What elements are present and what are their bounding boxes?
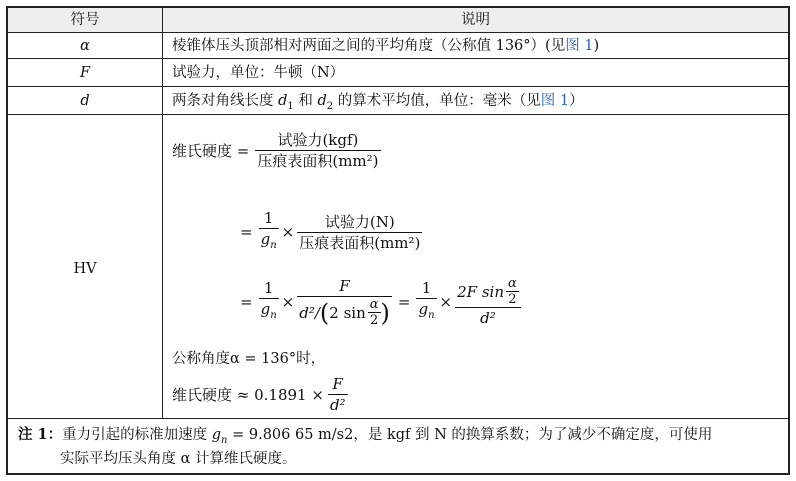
eq1-denominator: 压痕表面积(mm²) (257, 152, 379, 170)
left-paren: ( (319, 298, 330, 327)
eq3-times-2: × (439, 293, 453, 311)
desc-alpha (172, 35, 599, 57)
eq3-alpha-half (368, 297, 381, 328)
header-symbol-label: 符号 (70, 12, 100, 28)
eq2-g: g (260, 230, 271, 248)
d2-var: d (317, 93, 327, 109)
d1-var: d (278, 93, 288, 109)
desc-d-text: 两条对角线长度 (172, 93, 279, 109)
eq3-two-sin: 2 sin (329, 303, 366, 322)
desc-d-tail: 的算术平均值，单位：毫米（见 (333, 93, 541, 109)
symbol-HV-text: HV (73, 261, 97, 277)
eq3-g-sub: n (270, 310, 277, 321)
desc-alpha-close: ) (593, 38, 600, 54)
eq1-fraction (255, 130, 380, 171)
eq2-fraction (297, 212, 422, 253)
eq2-numerator: 试验力(N) (324, 212, 395, 231)
equation-1 (172, 130, 381, 171)
symbol-F-text: F (79, 65, 91, 81)
desc-F (172, 62, 344, 84)
row-divider (8, 32, 788, 33)
row-divider (8, 86, 788, 87)
header-description (163, 9, 788, 31)
nominal-angle-text (172, 348, 325, 370)
eq4-F: F (332, 375, 343, 393)
eq3-g: g (260, 300, 271, 318)
eq3-rhs-fraction (455, 276, 521, 328)
note-line1-post: = 9.806 65 m/s2，是 kgf 到 N 的换算系数；为了减少不确定度，可使用 (227, 427, 713, 443)
eq3-one-2: 1 (421, 279, 432, 297)
eq3-d-squared: d²/ (299, 303, 320, 322)
eq2-gn-fraction (259, 208, 279, 256)
desc-d-close: ） (569, 93, 584, 109)
eq2-one: 1 (263, 209, 274, 227)
eq3-equals: = (240, 293, 253, 311)
eq3-equals-mid: = (397, 293, 411, 311)
symbol-d (8, 90, 162, 112)
eq3-rhs-den: d² (480, 309, 496, 327)
eq3-two: 2 (369, 313, 379, 328)
eq3-rhs-num: 2F sin (457, 282, 504, 301)
desc-F-text: 试验力，单位：牛顿（N） (172, 65, 345, 81)
row-divider (8, 418, 788, 419)
figure-1-link[interactable]: 图 1 (565, 38, 594, 54)
symbol-alpha-text: α (80, 38, 90, 54)
eq3-F: F (339, 277, 350, 295)
equation-3 (240, 276, 521, 328)
eq3-gn-fraction-2 (416, 278, 436, 326)
eq3-g-sub-2: n (428, 310, 435, 321)
symbol-HV (8, 258, 162, 280)
figure-1-link-2[interactable]: 图 1 (540, 93, 570, 109)
eq2-g-sub: n (270, 240, 277, 251)
note-g: g (211, 427, 222, 443)
eq4-den: d² (329, 396, 346, 414)
eq3-times: × (281, 293, 295, 311)
d2-sub: 2 (326, 100, 334, 112)
desc-d (172, 90, 584, 118)
note-line2-text: 实际平均压头角度 α 计算维氏硬度。 (60, 451, 297, 467)
eq2-times: × (281, 223, 295, 241)
eq3-gn-fraction (259, 278, 279, 326)
row-divider (8, 58, 788, 59)
eq4-lhs: 维氏硬度 ≈ 0.1891 × (172, 386, 324, 404)
eq2-equals: = (240, 223, 253, 241)
eq3-alpha: α (369, 297, 379, 312)
column-divider (162, 8, 163, 418)
eq3-main-fraction (297, 276, 392, 328)
eq3-rhs-alpha: α (507, 276, 517, 291)
symbol-table (6, 6, 790, 475)
eq3-rhs-two: 2 (508, 292, 517, 307)
equation-4 (172, 374, 348, 415)
d1-sub: 1 (287, 100, 294, 112)
symbol-alpha (8, 35, 162, 57)
note-label: 注 1： (18, 426, 63, 443)
symbol-F (8, 62, 162, 84)
note-g-sub: n (221, 434, 228, 446)
header-desc-label: 说明 (461, 12, 490, 28)
right-paren: ) (380, 298, 390, 327)
equation-2 (240, 208, 422, 256)
symbol-d-text: d (80, 93, 90, 109)
eq4-fraction (328, 374, 348, 415)
desc-alpha-text: 棱锥体压头顶部相对两面之间的平均角度（公称值 136°）(见 (172, 38, 566, 54)
and-text: 和 (293, 93, 318, 109)
eq3-g-2: g (418, 300, 429, 318)
eq3-rhs-alpha-half (506, 276, 519, 307)
note-line1-pre: 重力引起的标准加速度 (62, 427, 212, 443)
eq2-denominator: 压痕表面积(mm²) (299, 233, 421, 252)
note-line-2 (60, 448, 297, 470)
nominal-angle-label: 公称角度α = 136°时， (172, 351, 326, 367)
eq1-lhs: 维氏硬度 = (172, 142, 250, 160)
eq3-one: 1 (263, 279, 274, 297)
header-symbol (8, 9, 162, 31)
eq1-numerator: 试验力(kgf) (277, 131, 359, 149)
